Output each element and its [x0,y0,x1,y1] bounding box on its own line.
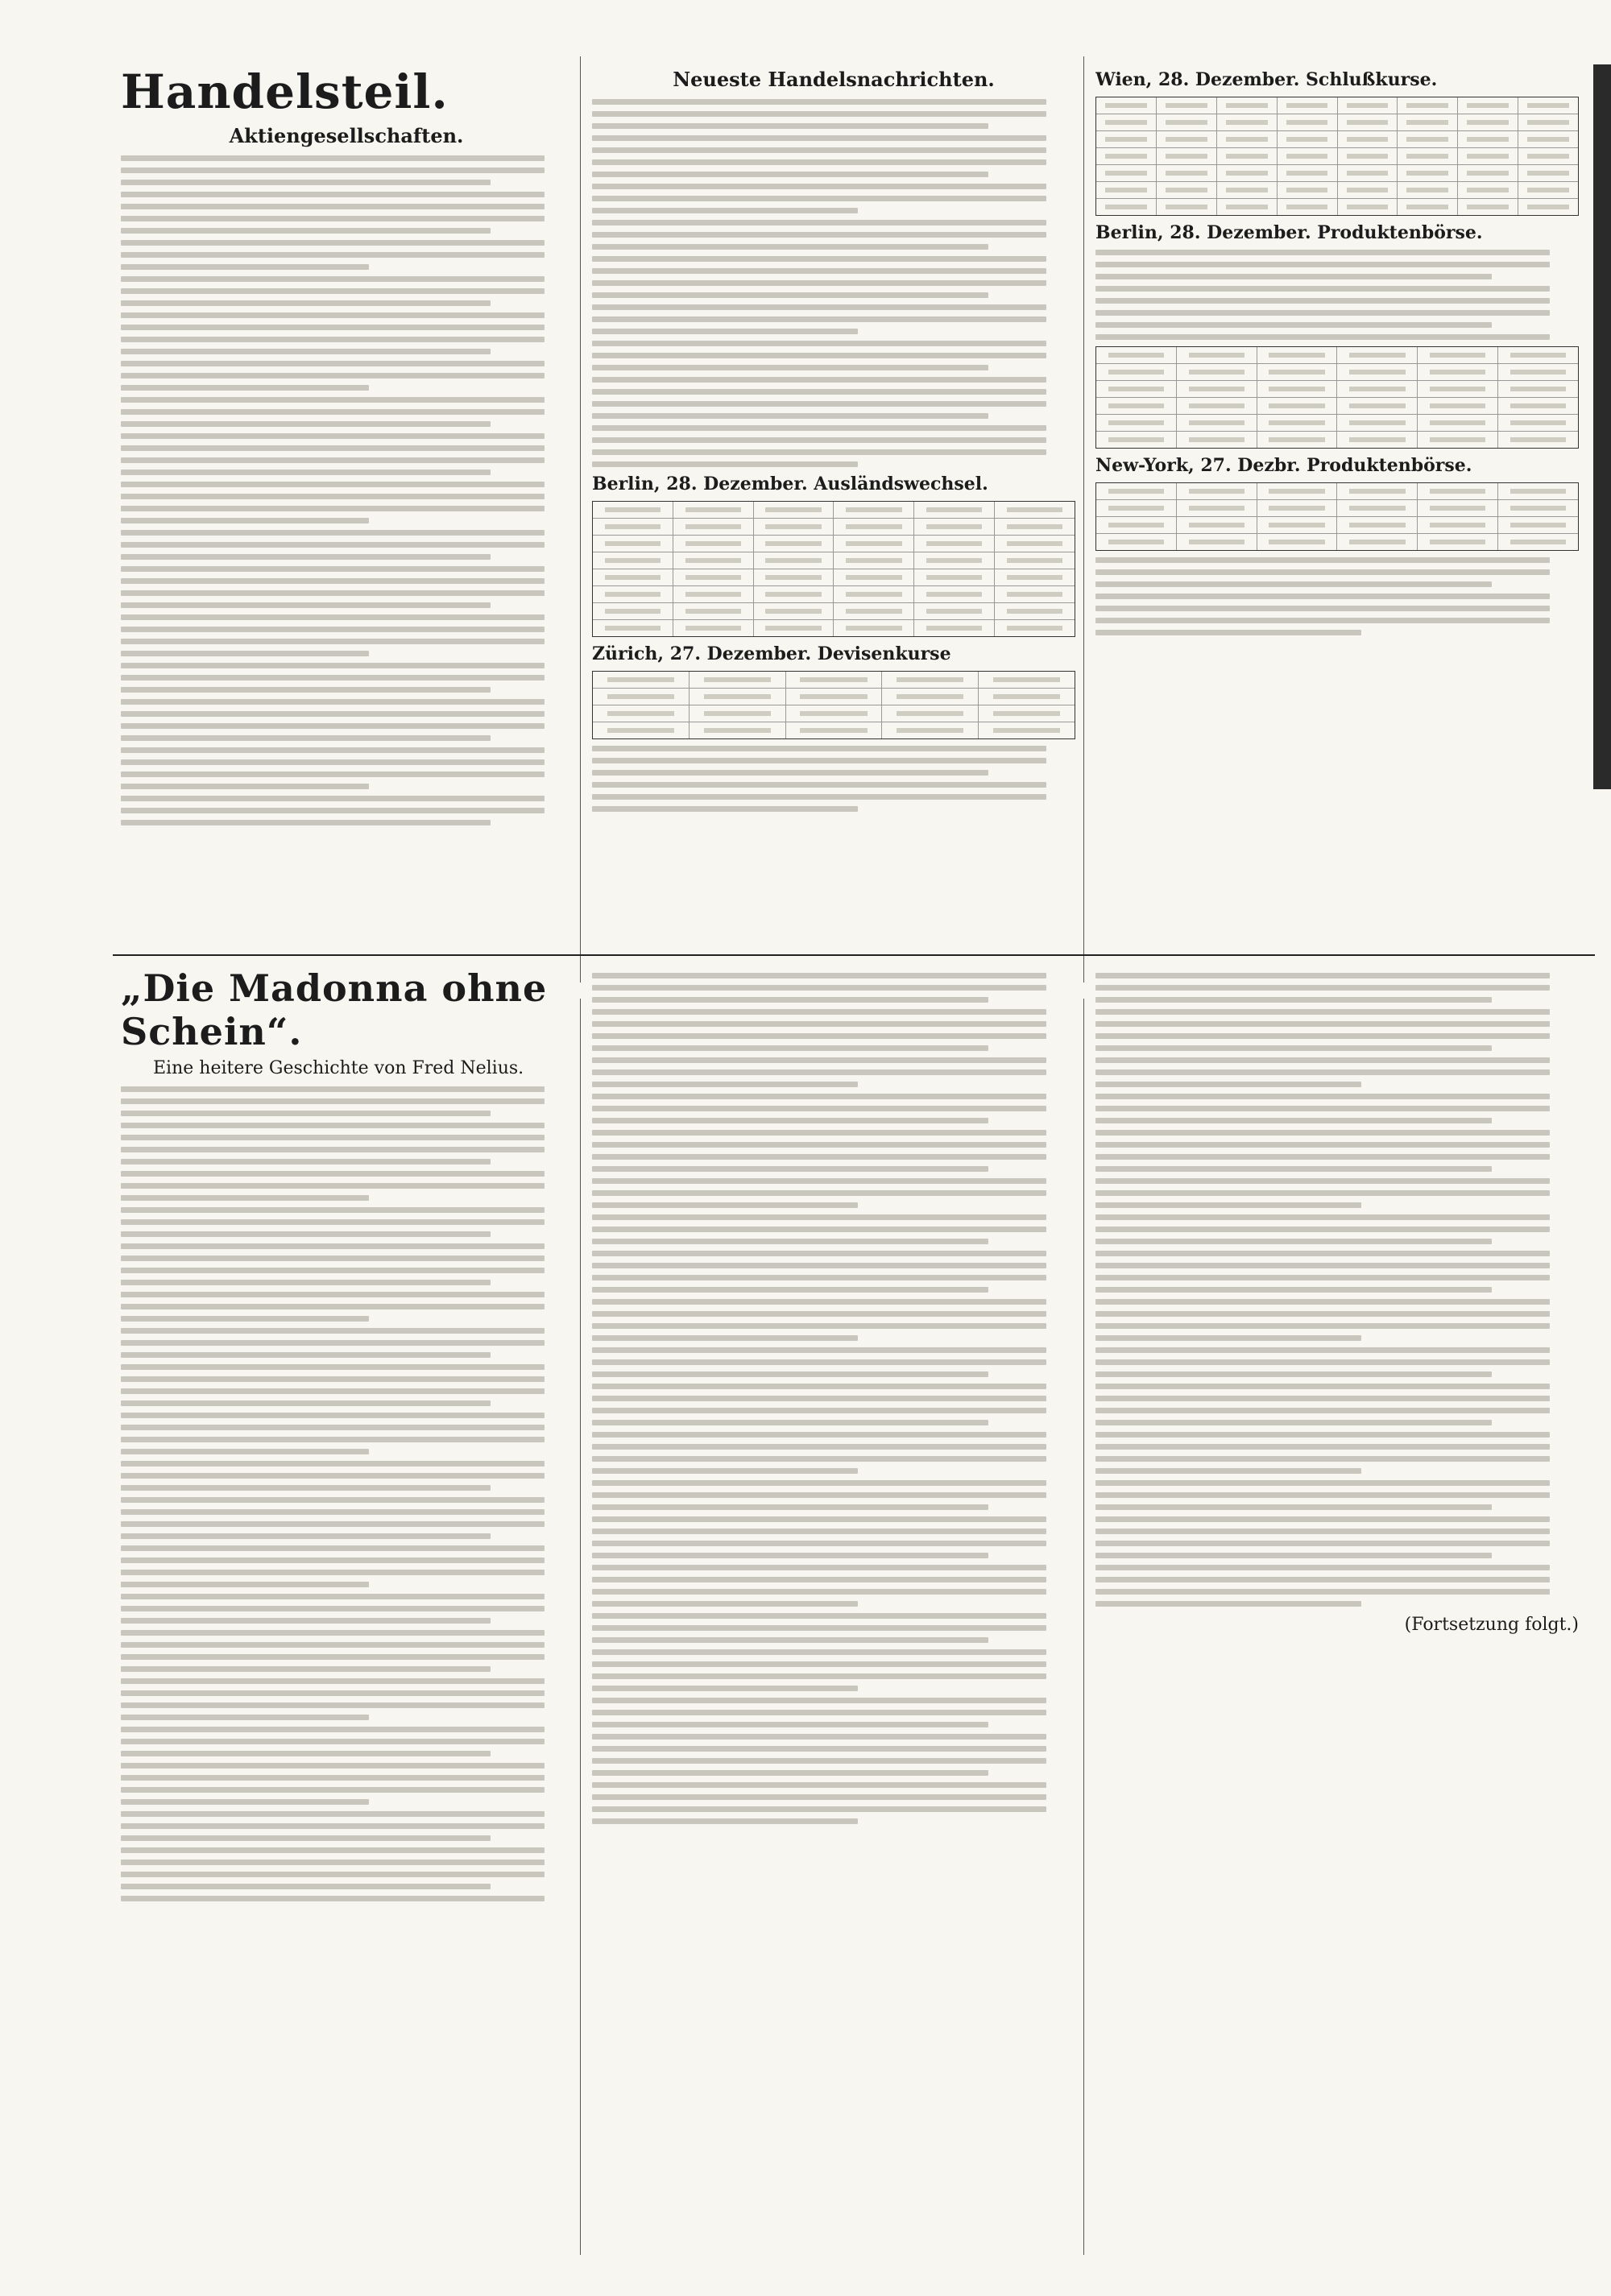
section-divider [113,954,1595,956]
column-commerce-left [121,64,572,946]
story-byline: Eine heitere Geschichte von Fred Nelius. [153,1058,524,1078]
story-column-middle [592,966,1075,2255]
table-heading: Wien, 28. Dezember. Schlußkurse. [1095,69,1438,90]
table-heading: New-York, 27. Dezbr. Produktenbörse. [1095,455,1472,476]
story-text-block [121,1086,572,1901]
newyork-prices-table [1095,482,1579,551]
section-subheading: Neueste Handelsnachrichten. [673,68,995,91]
commodity-prices-table [1095,346,1579,449]
column-commerce-middle [592,64,1075,946]
column-rule [1083,56,1084,983]
article-text-block [1095,557,1579,635]
column-rule [1083,999,1084,2255]
story-text-block [1095,973,1579,1607]
article-text-block [121,155,572,825]
column-rule [580,56,581,983]
section-masthead: Handelsteil. [121,64,449,119]
story-column-left [121,966,572,2255]
exchange-rate-table [592,671,1075,739]
section-subheading: Aktiengesellschaften. [229,124,464,147]
closing-prices-table [1095,97,1579,216]
story-text-block [592,973,1075,1824]
continuation-note: (Fortsetzung folgt.) [1404,1615,1579,1635]
story-title: „Die Madonna ohne Schein“. [121,966,548,1053]
page-edge-mark [1593,64,1611,789]
table-heading: Berlin, 28. Dezember. Ausländswechsel. [592,474,988,494]
table-heading: Berlin, 28. Dezember. Produktenbörse. [1095,222,1483,243]
column-rule [580,999,581,2255]
article-text-block [1095,250,1579,340]
story-column-right [1095,966,1579,2255]
table-heading: Zürich, 27. Dezember. Devisenkurse [592,643,951,664]
column-commerce-right [1095,64,1579,946]
article-text-block [592,746,1075,812]
exchange-rate-table [592,501,1075,637]
article-text-block [592,99,1075,467]
